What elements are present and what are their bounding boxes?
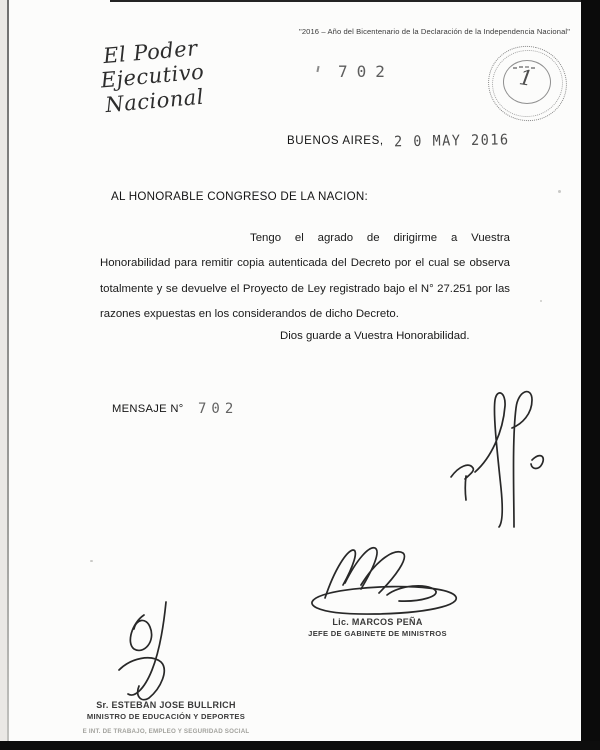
body-line: Tengo el agrado de dirigirme a Vuestra xyxy=(250,232,510,244)
scan-speck xyxy=(558,190,561,193)
date-city: BUENOS AIRES, xyxy=(287,135,384,147)
signature-bullrich xyxy=(112,600,192,705)
scan-left-line xyxy=(7,0,9,750)
mensaje-line xyxy=(112,399,238,417)
scan-left-edge xyxy=(0,0,7,750)
signatory-title: JEFE DE GABINETE DE MINISTROS xyxy=(308,629,447,638)
round-seal-stamp xyxy=(486,44,570,124)
letterhead-line1: El Poder Ejecutivo xyxy=(99,36,206,93)
letterhead xyxy=(47,31,258,122)
seal-handwritten-number: 1 xyxy=(517,65,535,91)
signatory-block-bullrich xyxy=(55,700,277,735)
header-year-quote: "2016 – Año del Bicentenario de la Declaración de la Independencia Nacional" xyxy=(299,27,570,36)
scan-speck xyxy=(90,560,93,562)
body-line: Honorabilidad para remitir copia autenticada del Decreto por el cual se observa xyxy=(100,257,510,270)
scan-right-bar xyxy=(581,0,600,750)
body-line: totalmente y se devuelve el Proyecto de Ley registrado bajo el N° 27.251 por las xyxy=(100,282,510,295)
stamp-tick-mark xyxy=(316,66,319,72)
mensaje-stamp-number: 702 xyxy=(197,401,239,417)
body-line: razones expuestas en los considerandos de dicho Decreto. xyxy=(100,308,399,321)
top-stamp-number: 702 xyxy=(338,62,394,81)
signature-flourish xyxy=(445,381,557,528)
closing-line: Dios guarde a Vuestra Honorabilidad. xyxy=(280,330,470,342)
scan-speck xyxy=(540,300,542,302)
signatory-name: Sr. ESTEBAN JOSE BULLRICH xyxy=(96,700,236,710)
signatory-name: Lic. MARCOS PEÑA xyxy=(332,617,423,627)
date-stamp: 2 0 MAY 2016 xyxy=(393,131,510,151)
signatory-subtitle: E INT. DE TRABAJO, EMPLEO Y SEGURIDAD SOCIAL xyxy=(82,728,250,735)
signature-marcos-pena xyxy=(297,542,467,620)
salutation: AL HONORABLE CONGRESO DE LA NACION: xyxy=(111,190,369,203)
signatory-block-pena xyxy=(290,617,465,638)
scan-top-line xyxy=(110,0,600,2)
dateline xyxy=(287,131,510,149)
signatory-title: MINISTRO DE EDUCACIÓN Y DEPORTES xyxy=(86,712,246,721)
letterhead-line2: Nacional xyxy=(104,84,205,118)
body-paragraph xyxy=(100,226,510,328)
scan-bottom-bar xyxy=(0,741,600,750)
mensaje-label: MENSAJE N° xyxy=(112,403,184,415)
